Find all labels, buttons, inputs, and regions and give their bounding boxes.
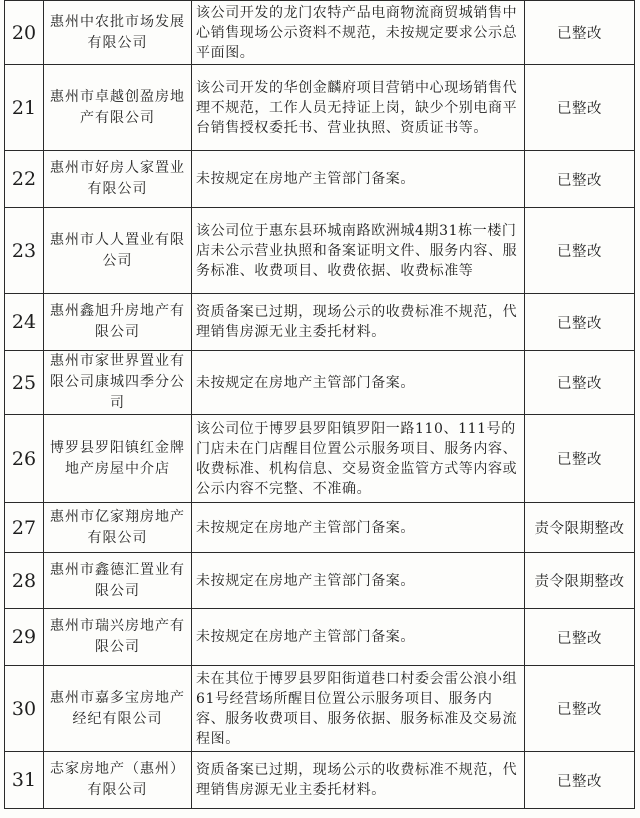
issue-description: 未按规定在房地产主管部门备案。 (192, 553, 525, 609)
issue-description: 未按规定在房地产主管部门备案。 (192, 609, 525, 666)
row-number: 30 (5, 666, 44, 752)
company-name: 惠州市瑞兴房地产有限公司 (44, 609, 192, 666)
table-row (5, 151, 635, 208)
row-number: 22 (5, 151, 44, 208)
row-number: 26 (5, 415, 44, 503)
row-number: 31 (5, 752, 44, 809)
rectification-status: 已整改 (525, 151, 635, 208)
company-name: 惠州市卓越创盈房地产有限公司 (44, 65, 192, 151)
table-row (5, 752, 635, 809)
row-number: 29 (5, 609, 44, 666)
issue-description: 资质备案已过期，现场公示的收费标准不规范，代理销售房源无业主委托材料。 (192, 294, 525, 351)
issue-description: 未在其位于博罗县罗阳街道巷口村委会雷公浪小组61号经营场所醒目位置公示服务项目、服务内容、服务收费项目、服务依据、服务标准及交易流程图。 (192, 666, 525, 752)
rectification-status: 已整改 (525, 294, 635, 351)
company-name: 惠州市人人置业有限公司 (44, 208, 192, 294)
issue-description: 未按规定在房地产主管部门备案。 (192, 151, 525, 208)
row-number: 24 (5, 294, 44, 351)
company-name: 惠州市嘉多宝房地产经纪有限公司 (44, 666, 192, 752)
table-row (5, 65, 635, 151)
issue-description: 未按规定在房地产主管部门备案。 (192, 351, 525, 415)
row-number: 21 (5, 65, 44, 151)
row-number: 28 (5, 553, 44, 609)
company-name: 志家房地产（惠州）有限公司 (44, 752, 192, 809)
issue-description: 该公司开发的华创金麟府项目营销中心现场销售代理不规范，工作人员无持证上岗，缺少个别电商平台销售授权委托书、营业执照、资质证书等。 (192, 65, 525, 151)
table-row (5, 351, 635, 415)
company-name: 惠州市亿家翔房地产有限公司 (44, 503, 192, 553)
company-name: 博罗县罗阳镇红金牌地产房屋中介店 (44, 415, 192, 503)
issue-description: 该公司位于惠东县环城南路欧洲城4期31栋一楼门店未公示营业执照和备案证明文件、服务内容、服务标准、收费项目、收费依据、收费标准等 (192, 208, 525, 294)
rectification-status: 已整改 (525, 65, 635, 151)
rectification-status: 责令限期整改 (525, 503, 635, 553)
company-name: 惠州市好房人家置业有限公司 (44, 151, 192, 208)
rectification-status: 已整改 (525, 415, 635, 503)
company-name: 惠州中农批市场发展有限公司 (44, 1, 192, 65)
company-name: 惠州市家世界置业有限公司康城四季分公司 (44, 351, 192, 415)
table-row (5, 553, 635, 609)
table-row (5, 1, 635, 65)
company-name: 惠州鑫旭升房地产有限公司 (44, 294, 192, 351)
row-number: 23 (5, 208, 44, 294)
table-row (5, 666, 635, 752)
inspection-results-table (4, 0, 635, 809)
rectification-status: 已整改 (525, 609, 635, 666)
table-row (5, 208, 635, 294)
rectification-status: 已整改 (525, 1, 635, 65)
table-row (5, 503, 635, 553)
issue-description: 该公司开发的龙门农特产品电商物流商贸城销售中心销售现场公示资料不规范，未按规定要求公示总平面图。 (192, 1, 525, 65)
table-row (5, 294, 635, 351)
issue-description: 未按规定在房地产主管部门备案。 (192, 503, 525, 553)
rectification-status: 已整改 (525, 351, 635, 415)
rectification-status: 已整改 (525, 208, 635, 294)
row-number: 27 (5, 503, 44, 553)
table-row (5, 609, 635, 666)
issue-description: 该公司位于博罗县罗阳镇罗阳一路110、111号的门店未在门店醒目位置公示服务项目、服务内容、收费标准、机构信息、交易资金监管方式等内容或公示内容不完整、不准确。 (192, 415, 525, 503)
rectification-status: 责令限期整改 (525, 553, 635, 609)
row-number: 20 (5, 1, 44, 65)
company-name: 惠州市鑫德汇置业有限公司 (44, 553, 192, 609)
rectification-status: 已整改 (525, 752, 635, 809)
rectification-status: 已整改 (525, 666, 635, 752)
issue-description: 资质备案已过期，现场公示的收费标准不规范，代理销售房源无业主委托材料。 (192, 752, 525, 809)
row-number: 25 (5, 351, 44, 415)
table-row (5, 415, 635, 503)
